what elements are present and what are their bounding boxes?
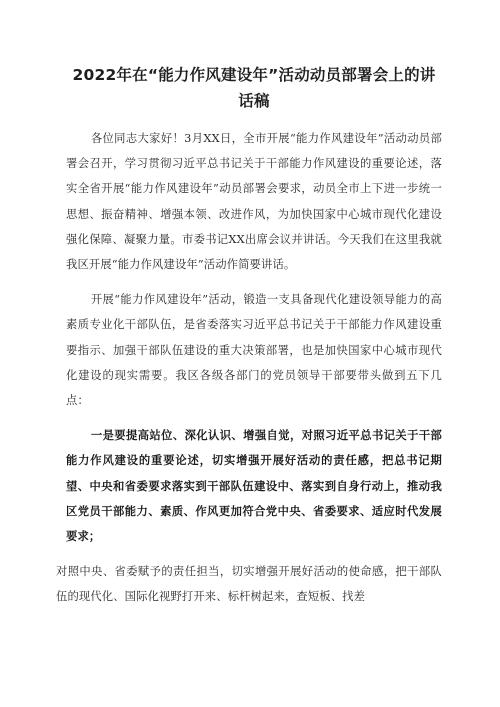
paragraph-opening: 各位同志大家好！3月XX日，全市开展“能力作风建设年”活动动员部署会召开，学习贯彻习近平总书记关于干部能力作风建设的重要论述，落实全省开展“能力作风建设年”动员部署会要求，动员全市上下进一步统一思想、振奋精神、增强本领、改进作风，为加快国家中心城市现代化建设强化保障、凝聚力量。市委书记XX出席会议并讲话。今天我们在这里我就我区开展“能力作风建设年”活动作简要讲话。 (66, 132, 442, 272)
paragraph-purpose: 开展“能力作风建设年”活动，锻造一支具备现代化建设领导能力的高素质专业化干部队伍，是省委落实习近平总书记关于干部能力作风建设重要指示、加强干部队伍建设的重大决策部署，也是加快国家中心城市现代化建设的现实需要。我区各级各部门的党员领导干部要带头做到五下几点： (66, 293, 442, 408)
document-title: 2022年在“能力作风建设年”活动动员部署会上的讲话稿 (72, 66, 436, 110)
paragraph-point-one: 一是要提高站位、深化认识、增强自觉，对照习近平总书记关于干部能力作风建设的重要论述，切实增强开展好活动的责任感，把总书记期望、中央和省委要求落实到干部队伍建设中、落实到自身行动上，推动我区党员干部能力、素质、作风更加符合党中央、省委要求、适应时代发展要求； (66, 428, 442, 544)
paragraph-continuation: 对照中央、省委赋予的责任担当，切实增强开展好活动的使命感，把干部队伍的现代化、国际化视野打开来、标杆树起来，查短板、找差 (56, 565, 442, 604)
